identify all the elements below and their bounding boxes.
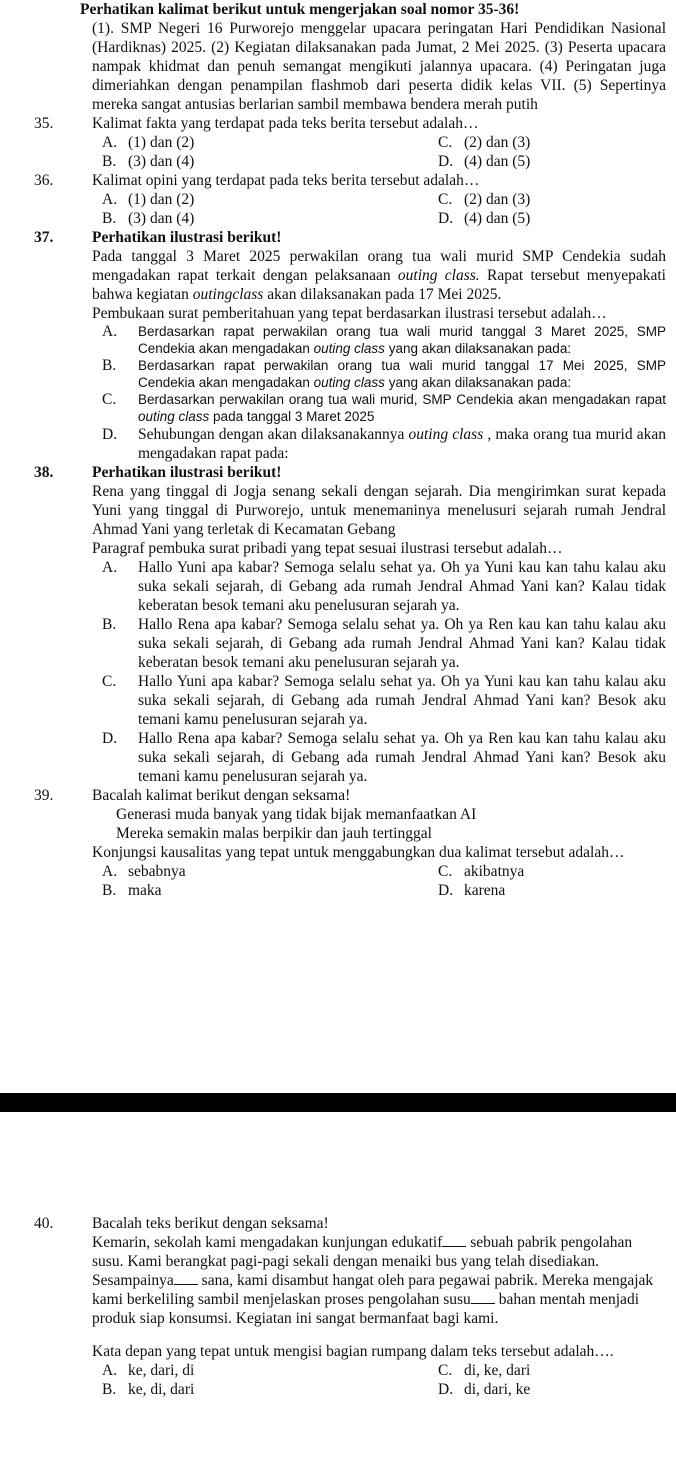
option-d[interactable]: D. Sehubungan dengan akan dilaksanakannya outing class , maka orang tua murid akan mengadakan rapat pada: bbox=[102, 426, 666, 462]
page-lower bbox=[0, 1214, 676, 1399]
question-title: Perhatikan ilustrasi berikut! bbox=[92, 464, 282, 481]
question-prompt: Konjungsi kausalitas yang tepat untuk menggabungkan dua kalimat tersebut adalah… bbox=[92, 844, 625, 861]
question-number: 40. bbox=[34, 1215, 54, 1232]
option-b[interactable]: B. Berdasarkan rapat perwakilan orang tua wali murid tanggal 17 Mei 2025, SMP Cendekia akan mengadakan outing class yang akan dilaksanakan pada: bbox=[102, 357, 666, 390]
option-row bbox=[92, 152, 666, 171]
option-c[interactable]: C. (2) dan (3) bbox=[438, 191, 531, 208]
question-number: 39. bbox=[34, 787, 54, 804]
question-40 bbox=[34, 1214, 666, 1399]
question-prompt: Paragraf pembuka surat pribadi yang tepat sesuai ilustrasi tersebut adalah… bbox=[92, 540, 563, 557]
question-35 bbox=[34, 114, 666, 171]
question-number: 37. bbox=[34, 229, 54, 246]
option-b[interactable]: B. (3) dan (4) bbox=[102, 210, 195, 227]
option-d[interactable]: D. di, dari, ke bbox=[438, 1381, 531, 1398]
question-text: Kalimat fakta yang terdapat pada teks berita tersebut adalah… bbox=[92, 115, 479, 132]
question-text: Bacalah teks berikut dengan seksama! bbox=[92, 1215, 329, 1232]
option-row bbox=[92, 881, 666, 900]
passage-news: (1). SMP Negeri 16 Purworejo menggelar upacara peringatan Hari Pendidikan Nasional (Hardiknas) 2025. (2) Kegiatan dilaksanakan pada Jumat, 2 Mei 2025. (3) Peserta upacara nampak khidmat dan penuh semangat mengikuti jalannya upacara. (4) Peringatan juga dimeriahkan dengan penampilan flashmob dari peserta didik kelas VII. (5) Sepertinya mereka sangat antusias berlarian sambil membawa bendera merah putih bbox=[92, 20, 666, 113]
option-a[interactable]: A. Hallo Yuni apa kabar? Semoga selalu sehat ya. Oh ya Yuni kau kan tahu kalau aku suka sekali sejarah, di Gebang ada rumah Jendral Ahmad Yani kan? Kalau tidak keberatan besok temani aku penelusuran sejarah ya. bbox=[102, 559, 666, 614]
question-38 bbox=[34, 463, 666, 786]
question-39 bbox=[34, 786, 666, 900]
cloze-text: Kemarin, sekolah kami mengadakan kunjungan edukatif sebuah pabrik pengolahan susu. Kami berangkat pagi-pagi sekali dengan menaiki bus yang telah disediakan. Sesampainya sana, kami disambut hangat oleh para pegawai pabrik. Mereka mengajak kami berkeliling sambil menjelaskan proses pengolahan susu bahan mentah menjadi produk siap konsumsi. Kegiatan ini sangat bermanfaat bagi kami. bbox=[92, 1234, 654, 1327]
option-d[interactable]: D. Hallo Rena apa kabar? Semoga selalu sehat ya. Oh ya Ren kau kan tahu kalau aku suka sekali sejarah, di Gebang ada rumah Jendral Ahmad Yani kan? Besok aku temani kamu penelusuran sejarah ya. bbox=[102, 730, 666, 785]
option-c[interactable]: C. akibatnya bbox=[438, 863, 525, 880]
option-a[interactable]: A. (1) dan (2) bbox=[102, 134, 195, 151]
option-row bbox=[92, 862, 666, 881]
option-c[interactable]: C. Berdasarkan perwakilan orang tua wali murid, SMP Cendekia akan mengadakan rapat outing class pada tanggal 3 Maret 2025 bbox=[102, 391, 666, 424]
option-d[interactable]: D. (4) dan (5) bbox=[438, 153, 531, 170]
question-36 bbox=[34, 171, 666, 228]
option-c[interactable]: C. di, ke, dari bbox=[438, 1362, 531, 1379]
blank-1 bbox=[442, 1234, 466, 1247]
sentence-2: Mereka semakin malas berpikir dan jauh tertinggal bbox=[116, 825, 432, 842]
option-a[interactable]: A. sebabnya bbox=[102, 863, 186, 880]
blank-2 bbox=[174, 1272, 198, 1285]
option-b[interactable]: B. Hallo Rena apa kabar? Semoga selalu sehat ya. Oh ya Ren kau kan tahu kalau aku suka sekali sejarah, di Gebang ada rumah Jendral Ahmad Yani kan? Kalau tidak keberatan besok temani aku penelusuran sejarah ya. bbox=[102, 616, 666, 671]
sentence-1: Generasi muda banyak yang tidak bijak memanfaatkan AI bbox=[116, 806, 477, 823]
option-c[interactable]: C. (2) dan (3) bbox=[438, 134, 531, 151]
question-37 bbox=[34, 228, 666, 463]
question-number: 38. bbox=[34, 464, 54, 481]
option-a[interactable]: A. Berdasarkan rapat perwakilan orang tua wali murid tanggal 3 Maret 2025, SMP Cendekia akan mengadakan outing class yang akan dilaksanakan pada: bbox=[102, 323, 666, 356]
option-row bbox=[92, 190, 666, 209]
option-b[interactable]: B. maka bbox=[102, 882, 162, 899]
option-b[interactable]: B. ke, di, dari bbox=[102, 1381, 195, 1398]
option-d[interactable]: D. karena bbox=[438, 882, 506, 899]
question-number: 36. bbox=[34, 172, 54, 189]
illustration-text: Rena yang tinggal di Jogja senang sekali dengan sejarah. Dia mengirimkan surat kepada Yuni yang tinggal di Purworejo, untuk menemaninya menelusuri sejarah rumah Jendral Ahmad Yani yang terletak di Kecamatan Gebang bbox=[92, 483, 666, 538]
option-row bbox=[92, 1361, 666, 1380]
option-a[interactable]: A. ke, dari, di bbox=[102, 1362, 195, 1379]
option-a[interactable]: A. (1) dan (2) bbox=[102, 191, 195, 208]
illustration-text: Pada tanggal 3 Maret 2025 perwakilan orang tua wali murid SMP Cendekia sudah mengadakan rapat terkait dengan pelaksanaan outing class. Rapat tersebut menyepakati bahwa kegiatan outingclass akan dilaksanakan pada 17 Mei 2025. bbox=[92, 248, 666, 303]
option-d[interactable]: D. (4) dan (5) bbox=[438, 210, 531, 227]
page-divider-band bbox=[0, 1093, 676, 1112]
option-row bbox=[92, 133, 666, 152]
option-row bbox=[92, 1380, 666, 1399]
option-b[interactable]: B. (3) dan (4) bbox=[102, 153, 195, 170]
question-text: Bacalah kalimat berikut dengan seksama! bbox=[92, 787, 351, 804]
question-prompt: Pembukaan surat pemberitahuan yang tepat berdasarkan ilustrasi tersebut adalah… bbox=[92, 305, 607, 322]
option-c[interactable]: C. Hallo Yuni apa kabar? Semoga selalu sehat ya. Oh ya Yuni kau kan tahu kalau aku suka sekali sejarah, di Gebang ada rumah Jendral Ahmad Yani kan? Besok aku temani kamu penelusuran sejarah ya. bbox=[102, 673, 666, 728]
question-text: Kalimat opini yang terdapat pada teks berita tersebut adalah… bbox=[92, 172, 480, 189]
question-title: Perhatikan ilustrasi berikut! bbox=[92, 229, 282, 246]
option-row bbox=[92, 209, 666, 228]
question-number: 35. bbox=[34, 115, 54, 132]
section-header: Perhatikan kalimat berikut untuk mengerjakan soal nomor 35-36! bbox=[80, 1, 520, 18]
blank-3 bbox=[471, 1291, 495, 1304]
question-prompt: Kata depan yang tepat untuk mengisi bagian rumpang dalam teks tersebut adalah…. bbox=[92, 1343, 614, 1360]
